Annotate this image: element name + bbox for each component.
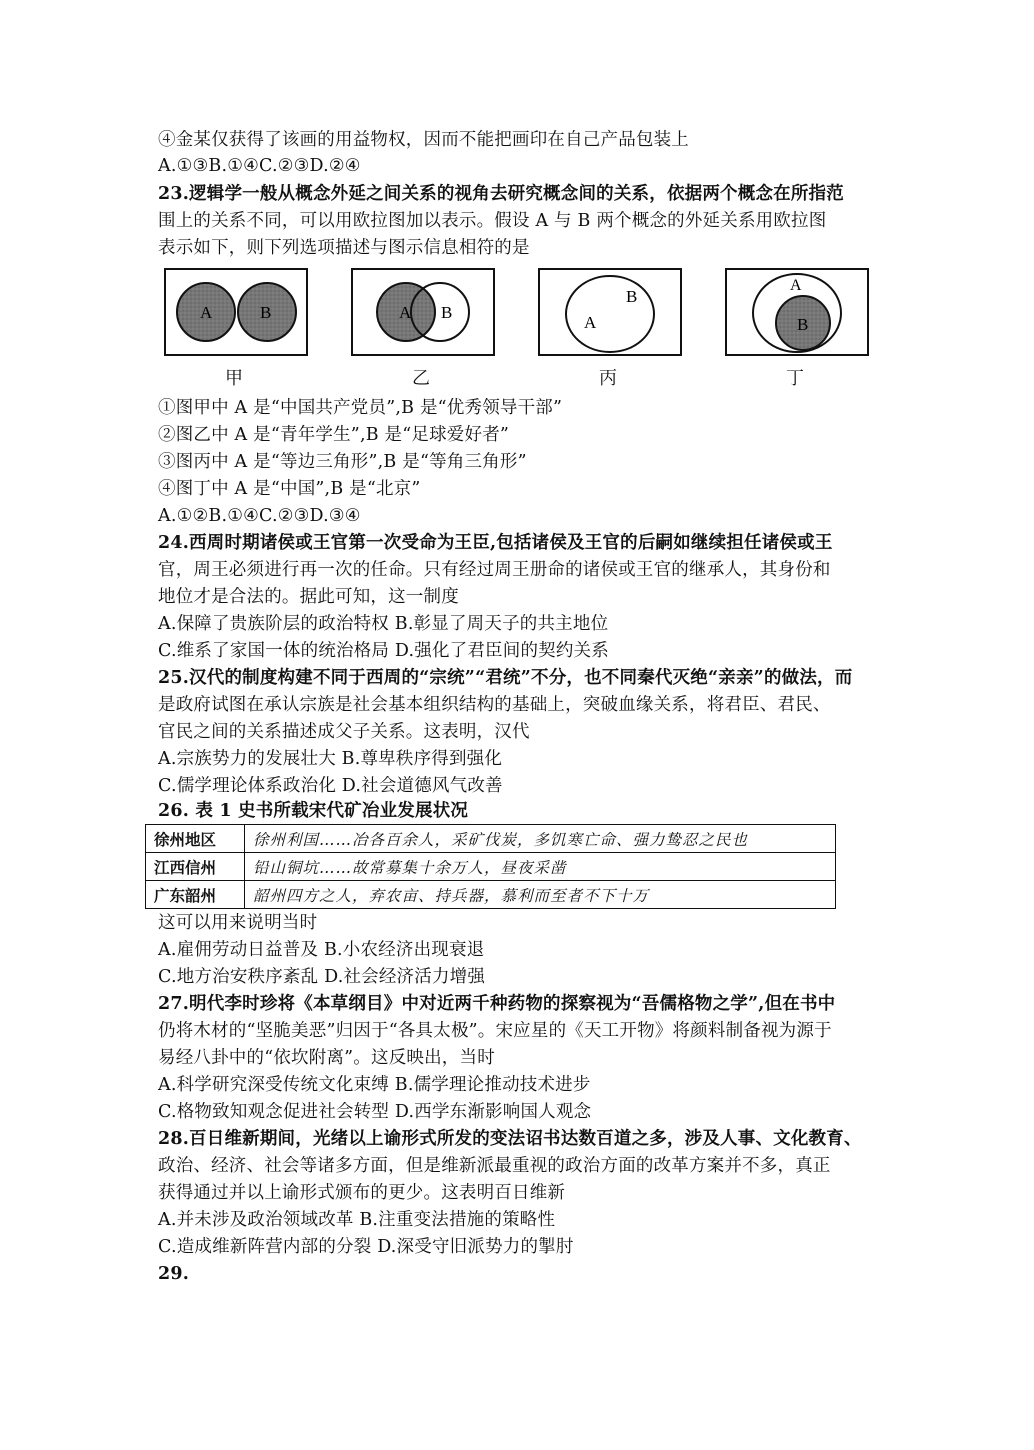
q25-stem-line-3: 官民之间的关系描述成父子关系。这表明，汉代 [158,722,530,742]
table-cell-record: 铅山铜坑……故常募集十余万人，昼夜采凿 [245,853,836,881]
q26-stem-after: 这可以用来说明当时 [158,913,318,933]
label-b: B [260,303,272,322]
q23-stem-line-1: 23.逻辑学一般从概念外延之间关系的视角去研究概念间的关系，依据两个概念在所指范 [158,184,844,204]
q24-stem-line-1: 24.西周时期诸侯或王官第一次受命为王臣,包括诸侯及王官的后嗣如继续担任诸侯或王 [158,533,833,553]
label-a: A [200,303,213,322]
q26-choices-ab: A.雇佣劳动日益普及 B.小农经济出现衰退 [158,940,485,960]
table-cell-region: 江西信州 [146,853,245,881]
caption-yi: 乙 [412,368,430,389]
q23-stem-line-3: 表示如下，则下列选项描述与图示信息相符的是 [158,238,530,258]
q25-choices-ab: A.宗族势力的发展壮大 B.尊卑秩序得到强化 [158,749,503,769]
q25-stem-line-1: 25.汉代的制度构建不同于西周的“宗统”“君统”不分，也不同秦代灭绝“亲亲”的做法，而 [158,668,853,688]
table-cell-region: 徐州地区 [146,825,245,853]
q23-option-1: ①图甲中 A 是“中国共产党员”,B 是“优秀领导干部” [158,398,563,418]
q28-choices-cd: C.造成维新阵营内部的分裂 D.深受守旧派势力的掣肘 [158,1237,574,1257]
q24-stem-line-3: 地位才是合法的。据此可知，这一制度 [158,587,459,607]
euler-diagram-bing [538,268,682,356]
table-row [146,881,836,909]
label-b: B [626,287,638,306]
q27-stem-line-2: 仍将木材的“坚脆美恶”归因于“各具太极”。宋应星的《天工开物》将颜料制备视为源于 [158,1021,832,1041]
label-b: B [441,303,453,322]
q22-answers: A.①③B.①④C.②③D.②④ [158,156,361,176]
label-b: B [797,315,809,334]
q28-stem-line-1: 28.百日维新期间，光绪以上谕形式所发的变法诏书达数百道之多，涉及人事、文化教育、 [158,1129,862,1149]
q23-option-2: ②图乙中 A 是“青年学生”,B 是“足球爱好者” [158,425,510,445]
q24-choices-ab: A.保障了贵族阶层的政治特权 B.彰显了周天子的共主地位 [158,614,609,634]
q23-option-3: ③图丙中 A 是“等边三角形”,B 是“等角三角形” [158,452,527,472]
q28-stem-line-3: 获得通过并以上谕形式颁布的更少。这表明百日维新 [158,1183,566,1203]
euler-diagram-ding [725,268,869,356]
q26-heading: 26. 表 1 史书所载宋代矿冶业发展状况 [158,801,469,821]
q29-number: 29. [158,1264,190,1284]
q27-choices-cd: C.格物致知观念促进社会转型 D.西学东渐影响国人观念 [158,1102,592,1122]
q23-answers: A.①②B.①④C.②③D.③④ [158,506,361,526]
table-cell-region: 广东韶州 [146,881,245,909]
label-a: A [584,313,597,332]
circle-ab [566,276,654,352]
q27-choices-ab: A.科学研究深受传统文化束缚 B.儒学理论推动技术进步 [158,1075,591,1095]
q23-option-4: ④图丁中 A 是“中国”,B 是“北京” [158,479,421,499]
q28-choices-ab: A.并未涉及政治领域改革 B.注重变法措施的策略性 [158,1210,556,1230]
q25-choices-cd: C.儒学理论体系政治化 D.社会道德风气改善 [158,776,503,796]
caption-ding: 丁 [786,368,804,389]
q28-stem-line-2: 政治、经济、社会等诸多方面，但是维新派最重视的政治方面的改革方案并不多，真正 [158,1156,831,1176]
q27-stem-line-1: 27.明代李时珍将《本草纲目》中对近两千种药物的探察视为“吾儒格物之学”,但在书中 [158,994,836,1014]
q26-choices-cd: C.地方治安秩序紊乱 D.社会经济活力增强 [158,967,486,987]
euler-diagrams [162,268,872,390]
q24-stem-line-2: 官，周王必须进行再一次的任命。只有经过周王册命的诸侯或王官的继承人，其身份和 [158,560,831,580]
table-cell-record: 韶州四方之人，弃农亩、持兵器，慕利而至者不下十万 [245,881,836,909]
q25-stem-line-2: 是政府试图在承认宗族是社会基本组织结构的基础上，突破血缘关系，将君臣、君民、 [158,695,831,715]
caption-bing: 丙 [599,368,617,389]
label-a: A [790,277,802,294]
euler-diagram-yi [351,268,495,356]
euler-diagram-jia [164,268,308,356]
table-row [146,825,836,853]
q22-option-4: ④金某仅获得了该画的用益物权，因而不能把画印在自己产品包装上 [158,130,689,150]
label-a: A [399,303,412,322]
table-cell-record: 徐州利国……冶各百余人，采矿伐炭，多饥寒亡命、强力鸷忍之民也 [245,825,836,853]
table-row [146,853,836,881]
q23-stem-line-2: 围上的关系不同，可以用欧拉图加以表示。假设 A 与 B 两个概念的外延关系用欧拉图 [158,211,827,231]
caption-jia: 甲 [225,368,243,389]
song-mining-table [145,824,836,909]
q27-stem-line-3: 易经八卦中的“依坎附离”。这反映出，当时 [158,1048,495,1068]
q24-choices-cd: C.维系了家国一体的统治格局 D.强化了君臣间的契约关系 [158,641,609,661]
